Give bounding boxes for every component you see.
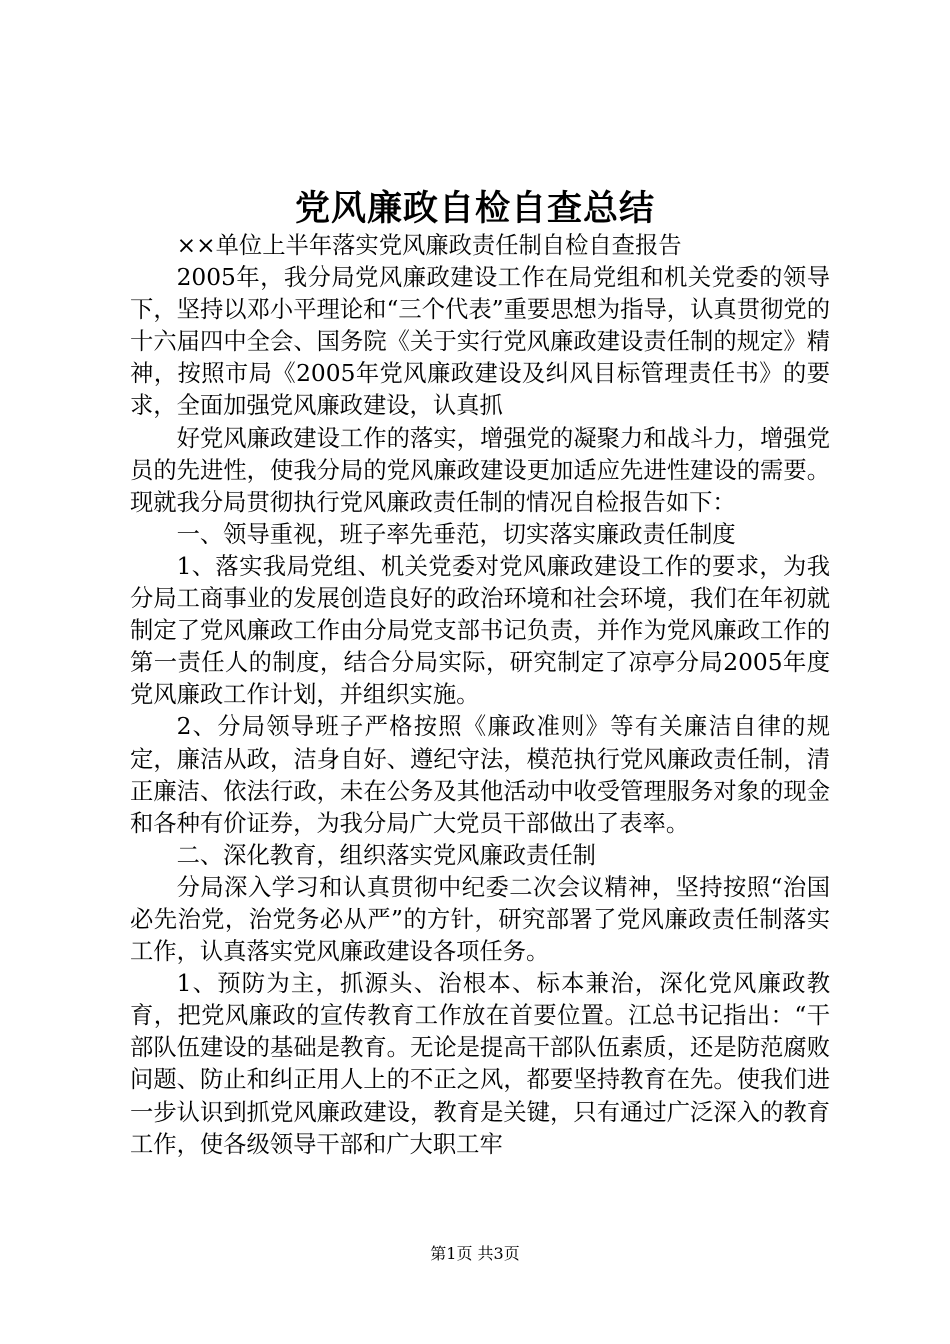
paragraph-1-2: 2、分局领导班子严格按照《廉政准则》等有关廉洁自律的规定，廉洁从政，洁身自好、遵纪守法，模范执行党风廉政责任制，清正廉洁、依法行政，未在公务及其他活动中收受管理服务对象的现金和各种有价证券，为我分局广大党员干部做出了表率。 [130, 713, 830, 837]
paragraph-2-1: 1、预防为主，抓源头、治根本、标本兼治，深化党风廉政教育，把党风廉政的宣传教育工作放在首要位置。江总书记指出：“干部队伍建设的基础是教育。无论是提高干部队伍素质，还是防范腐败问题、防止和纠正用人上的不正之风，都要坚持教育在先。使我们进一步认识到抓党风廉政建设，教育是关键，只有通过广泛深入的教育工作，使各级领导干部和广大职工牢 [130, 970, 830, 1158]
paragraph-1-1: 1、落实我局党组、机关党委对党风廉政建设工作的要求，为我分局工商事业的发展创造良好的政治环境和社会环境，我们在年初就制定了党风廉政工作由分局党支部书记负责，并作为党风廉政工作的第一责任人的制度，结合分局实际，研究制定了凉亭分局2005年度党风廉政工作计划，并组织实施。 [130, 552, 830, 709]
section-heading-2: 二、深化教育，组织落实党风廉政责任制 [176, 841, 596, 869]
document-title: 党风廉政自检自查总结 [294, 188, 655, 229]
section-heading-1: 一、领导重视，班子率先垂范，切实落实廉政责任制度 [176, 520, 736, 548]
paragraph-intro-continued: 好党风廉政建设工作的落实，增强党的凝聚力和战斗力，增强党员的先进性，使我分局的党风廉政建设更加适应先进性建设的需要。现就我分局贯彻执行党风廉政责任制的情况自检报告如下： [130, 424, 830, 516]
paragraph-2-intro: 分局深入学习和认真贯彻中纪委二次会议精神，坚持按照“治国必先治党，治党务必从严”的方针，研究部署了党风廉政责任制落实工作，认真落实党风廉政建设各项任务。 [130, 873, 830, 966]
document-body [130, 230, 830, 1161]
page-footer: 第1页 共3页 [430, 1244, 520, 1263]
paragraph-intro: 2005年，我分局党风廉政建设工作在局党组和机关党委的领导下，坚持以邓小平理论和“三个代表”重要思想为指导，认真贯彻党的十六届四中全会、国务院《关于实行党风廉政建设责任制的规定》精神，按照市局《2005年党风廉政建设及纠风目标管理责任书》的要求，全面加强党风廉政建设，认真抓 [130, 264, 830, 420]
report-heading: ××单位上半年落实党风廉政责任制自检自查报告 [176, 232, 682, 259]
